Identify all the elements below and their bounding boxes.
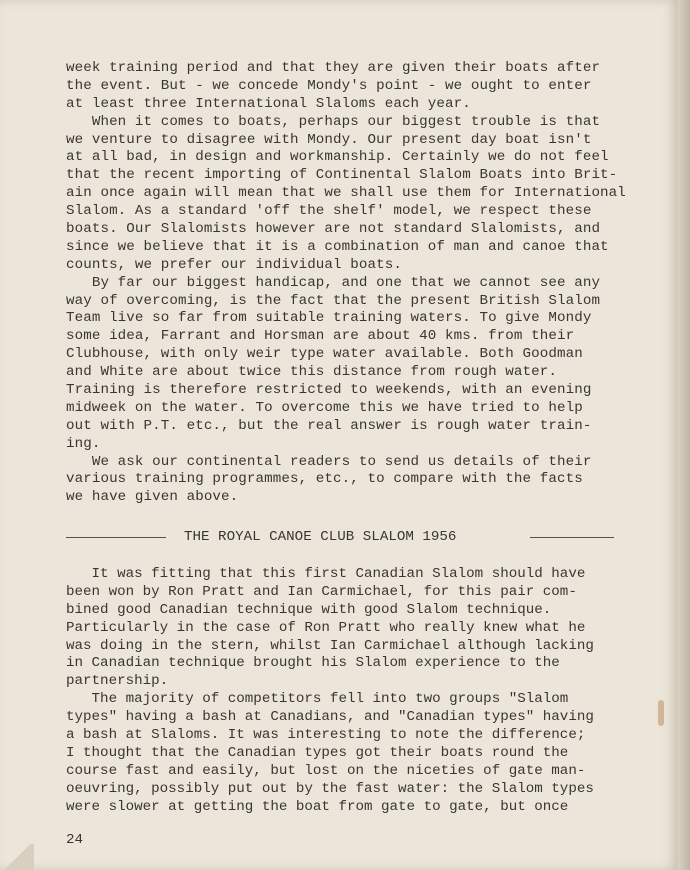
heading-rule-left [66, 537, 166, 538]
text-line: Team live so far from suitable training waters. To give Mondy [66, 310, 592, 327]
section-heading [66, 527, 614, 547]
section-title-text: THE ROYAL CANOE CLUB SLALOM 1956 [184, 529, 457, 545]
text-line: partnership. [66, 673, 169, 690]
text-line: some idea, Farrant and Horsman are about 40 kms. from their [66, 328, 575, 345]
text-line: We ask our continental readers to send us details of their [66, 453, 592, 470]
text-line: was doing in the stern, whilst Ian Carmichael although lacking [66, 637, 594, 654]
text-line: way of overcoming, is the fact that the present British Slalom [66, 292, 601, 309]
text-line: Clubhouse, with only weir type water available. Both Goodman [66, 346, 583, 363]
body-text-bottom [66, 566, 646, 816]
text-line: the event. But - we concede Mondy's point - we ought to enter [66, 77, 592, 94]
text-line: were slower at getting the boat from gate to gate, but once [66, 798, 569, 815]
text-line: The majority of competitors fell into two groups "Slalom [66, 691, 569, 708]
text-line: oeuvring, possibly put out by the fast water: the Slalom types [66, 780, 594, 797]
heading-rule-right [530, 537, 614, 538]
body-text-top [66, 60, 646, 507]
text-line: week training period and that they are given their boats after [66, 60, 601, 76]
page-edge [678, 0, 690, 870]
text-line: I thought that the Canadian types got their boats round the [66, 744, 569, 761]
text-line: course fast and easily, but lost on the niceties of gate man- [66, 762, 586, 779]
text-line: When it comes to boats, perhaps our biggest trouble is that [66, 113, 601, 130]
text-line: midweek on the water. To overcome this we have tried to help [66, 399, 583, 416]
folded-corner [0, 844, 34, 870]
text-line: ain once again will mean that we shall use them for International [66, 185, 626, 202]
text-line: at all bad, in design and workmanship. Certainly we do not feel [66, 149, 609, 166]
text-line: counts, we prefer our individual boats. [66, 256, 402, 273]
paper-stain [658, 700, 664, 726]
text-line: been won by Ron Pratt and Ian Carmichael, for this pair com- [66, 583, 577, 600]
text-line: Slalom. As a standard 'off the shelf' model, we respect these [66, 203, 592, 220]
text-line: and White are about twice this distance from rough water. [66, 364, 557, 381]
text-line: at least three International Slaloms each year. [66, 95, 471, 112]
text-line: ing. [66, 435, 101, 452]
text-line: out with P.T. etc., but the real answer is rough water train- [66, 417, 592, 434]
text-line: various training programmes, etc., to compare with the facts [66, 471, 583, 488]
text-line: types" having a bash at Canadians, and "Canadian types" having [66, 709, 594, 726]
text-line: It was fitting that this first Canadian Slalom should have [66, 566, 586, 582]
text-line: boats. Our Slalomists however are not standard Slalomists, and [66, 221, 601, 238]
text-line: Training is therefore restricted to weekends, with an evening [66, 382, 592, 399]
text-line: bined good Canadian technique with good Slalom technique. [66, 601, 552, 618]
text-line: in Canadian technique brought his Slalom experience to the [66, 655, 560, 672]
text-line: Particularly in the case of Ron Pratt who really knew what he [66, 619, 586, 636]
text-line: By far our biggest handicap, and one that we cannot see any [66, 274, 601, 291]
text-line: a bash at Slaloms. It was interesting to note the difference; [66, 727, 586, 744]
text-line: since we believe that it is a combination of man and canoe that [66, 238, 609, 255]
text-line: we venture to disagree with Mondy. Our present day boat isn't [66, 131, 592, 148]
text-line: that the recent importing of Continental Slalom Boats into Brit- [66, 167, 618, 184]
page-number: 24 [66, 832, 84, 848]
text-line: we have given above. [66, 489, 239, 506]
